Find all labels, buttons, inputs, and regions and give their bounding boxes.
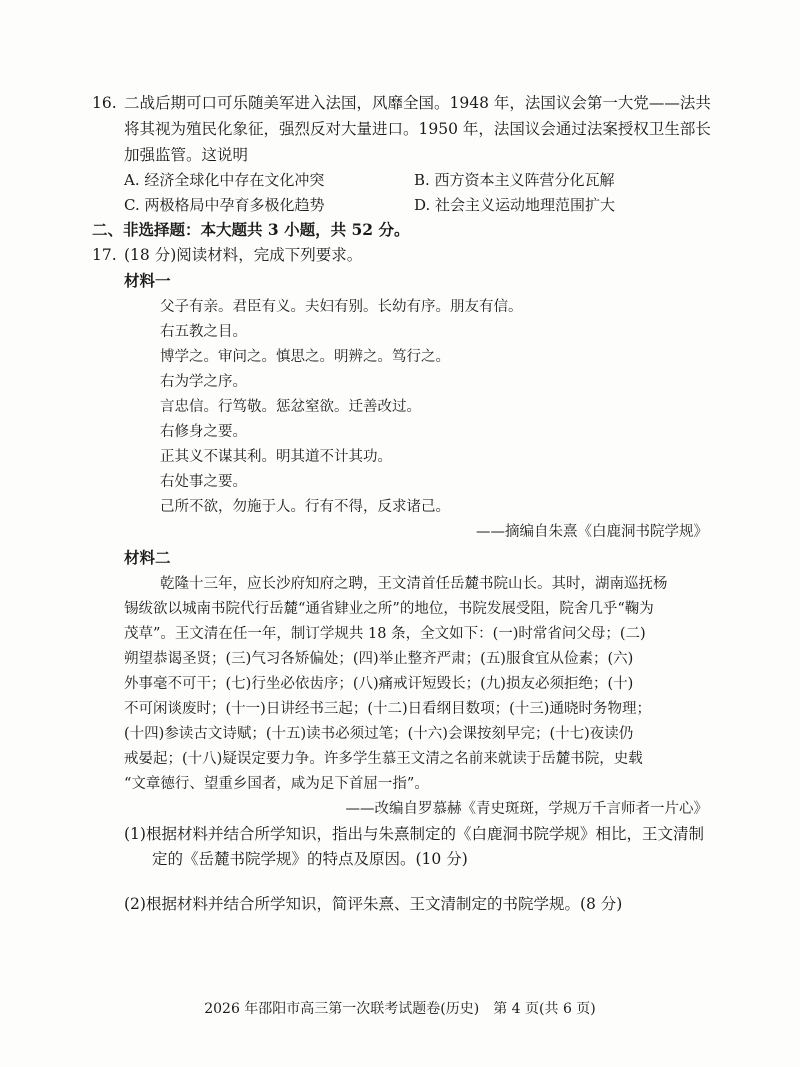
material-2-line-3: 茂草”。王文清在任一年，制订学规共 18 条，全文如下：(一)时常省问父母；(二) [124,626,646,642]
page-footer: 2026 年邵阳市高三第一次联考试题卷(历史) 第 4 页(共 6 页) [204,1001,596,1017]
q16-line-1: 二战后期可口可乐随美军进入法国，风靡全国。1948 年，法国议会第一大党——法共 [124,94,711,112]
material-2-line-2: 锡绂欲以城南书院代行岳麓“通省肄业之所”的地位，书院发展受阻，院舍几乎“鞠为 [124,601,654,617]
material-1-line-2: 右五教之目。 [160,324,247,340]
material-2-line-7: (十四)参读古文诗赋；(十五)读书必须过笔；(十六)会课按刻早完；(十七)夜读仍 [124,726,634,742]
q16-number: 16. [92,94,117,112]
material-1-title: 材料一 [124,271,171,290]
q16-option-a: A. 经济全球化中存在文化冲突 [124,171,325,189]
material-2-source: ——改编自罗慕赫《青史斑斑，学规万千言师者一片心》 [345,801,708,817]
material-1-line-7: 正其义不谋其利。明其道不计其功。 [160,449,392,465]
q17-sub1-line-1: (1)根据材料并结合所学知识，指出与朱熹制定的《白鹿洞书院学规》相比，王文清制 [124,825,704,843]
material-2-line-4: 朔望恭谒圣贤；(三)气习各矫偏处；(四)举止整齐严肃；(五)服食宜从俭素；(六) [124,651,634,667]
material-2-line-1: 乾隆十三年，应长沙府知府之聘，王文清首任岳麓书院山长。其时，湖南巡抚杨 [160,576,668,592]
material-1-line-8: 右处事之要。 [160,474,247,490]
q17-sub1-line-2: 定的《岳麓书院学规》的特点及原因。(10 分) [152,850,468,868]
material-1-line-3: 博学之。审问之。慎思之。明辨之。笃行之。 [160,349,450,365]
q16-option-b: B. 西方资本主义阵营分化瓦解 [414,171,615,189]
material-1-line-6: 右修身之要。 [160,424,247,440]
material-2-title: 材料二 [124,548,171,567]
q16-line-2: 将其视为殖民化象征，强烈反对大量进口。1950 年，法国议会通过法案授权卫生部长 [124,120,711,138]
q16-line-3: 加强监管。这说明 [124,146,249,164]
q16-option-c: C. 两极格局中孕育多极化趋势 [124,196,325,214]
material-2-line-9: “文章德行、望重乡国者，咸为足下首屈一指”。 [124,776,429,792]
q17-intro: (18 分)阅读材料，完成下列要求。 [124,246,363,264]
material-1-line-5: 言忠信。行笃敬。惩忿窒欲。迁善改过。 [160,399,421,415]
material-1-line-4: 右为学之序。 [160,374,247,390]
material-2-line-5: 外事毫不可干；(七)行坐必依齿序；(八)痛戒讦短毁长；(九)损友必须拒绝；(十) [124,676,634,692]
material-2-line-6: 不可闲谈废时；(十一)日讲经书三起；(十二)日看纲目数项；(十三)通晓时务物理； [124,701,651,717]
q16-option-d: D. 社会主义运动地理范围扩大 [414,196,616,214]
material-2-line-8: 戒晏起；(十八)疑误定要力争。许多学生慕王文清之名前来就读于岳麓书院，史载 [124,751,643,767]
material-1-line-9: 己所不欲，勿施于人。行有不得，反求诸己。 [160,499,450,515]
q17-sub2: (2)根据材料并结合所学知识，简评朱熹、王文清制定的书院学规。(8 分) [124,895,623,913]
q17-number: 17. [92,246,117,264]
material-1-source: ——摘编自朱熹《白鹿洞书院学规》 [476,524,708,540]
material-1-line-1: 父子有亲。君臣有义。夫妇有别。长幼有序。朋友有信。 [160,299,523,315]
section-2-heading: 二、非选择题：本大题共 3 小题，共 52 分。 [92,220,410,239]
